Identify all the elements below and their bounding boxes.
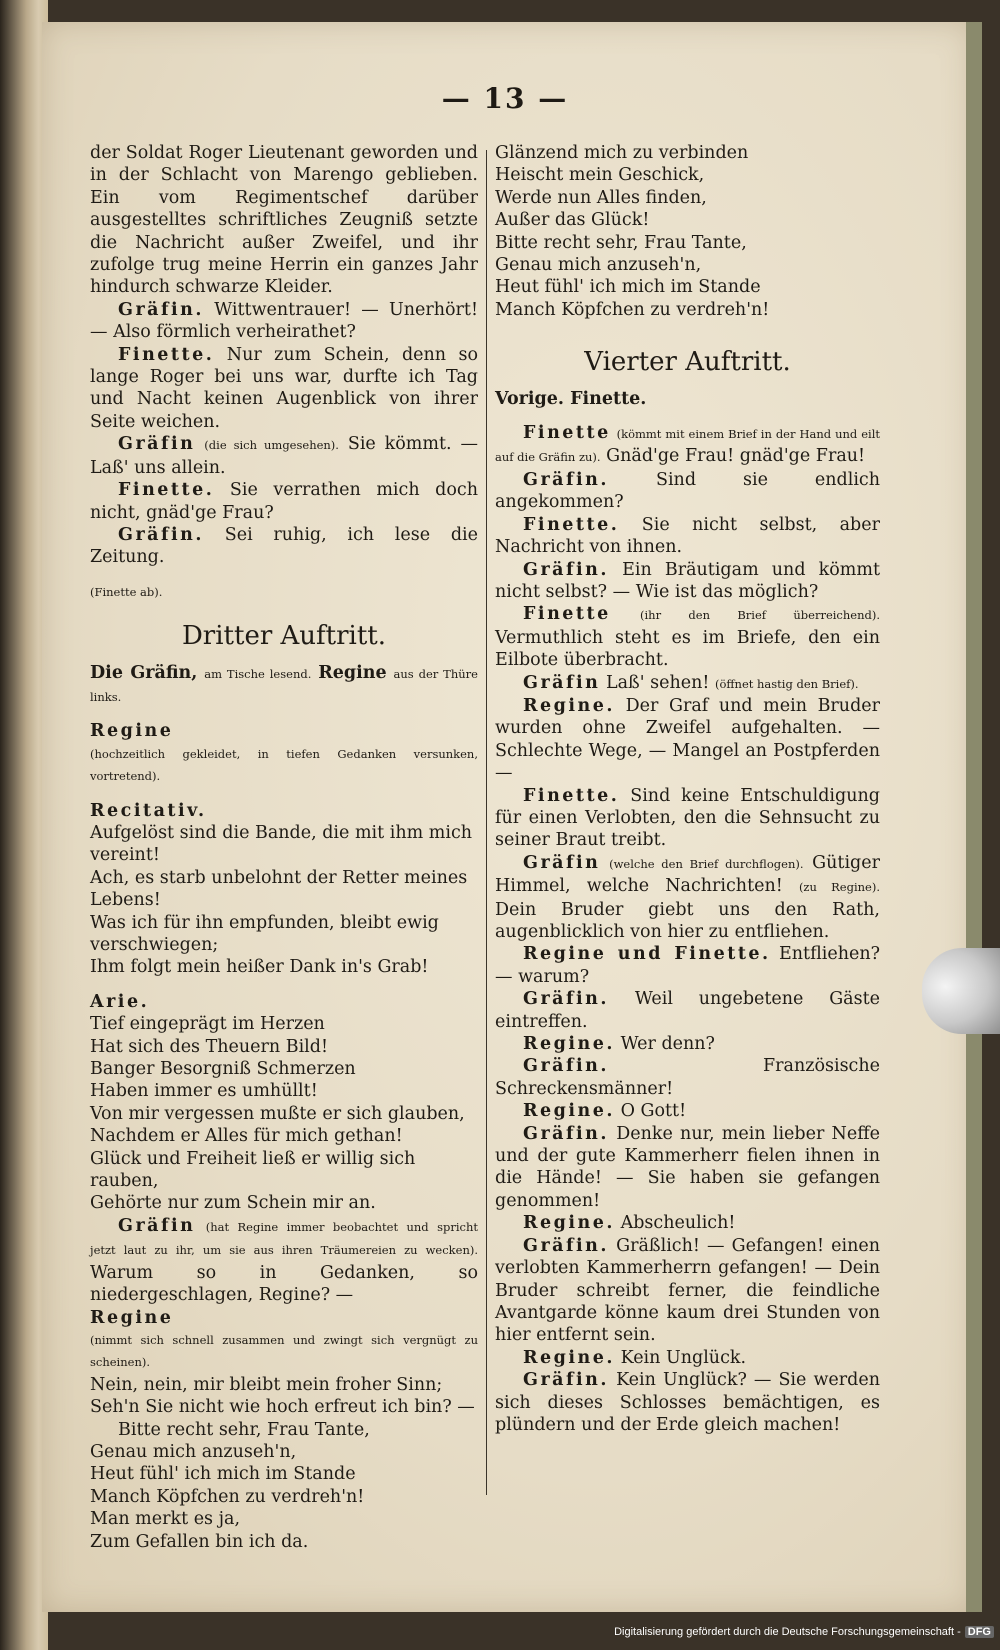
verse-line: Nachdem er Alles für mich gethan!	[90, 1126, 403, 1147]
speech: Gnäd'ge Frau! gnäd'ge Frau!	[606, 446, 866, 467]
dialogue-line	[495, 785, 880, 852]
verse-line: Von mir vergessen mußte er sich glauben,	[90, 1103, 465, 1124]
dialogue-line	[495, 1033, 880, 1055]
dialogue-line	[495, 559, 880, 604]
speaker: Gräfin.	[523, 1056, 609, 1077]
section-heading: Recitativ.	[90, 800, 207, 821]
speaker: Regine und Finette.	[523, 944, 771, 965]
digitization-footer	[600, 1626, 998, 1646]
speech: Sei ruhig, ich lese die Zeitung.	[90, 524, 478, 568]
speech: Der Graf und mein Bruder wurden ohne Zweifel aufgehalten. — Schlechte Wege, — Mangel an Postpferden —	[495, 695, 880, 784]
verse-line: Ihm folgt mein heißer Dank in's Grab!	[90, 957, 429, 978]
verse-line: Heut fühl' ich mich im Stande	[90, 1464, 356, 1485]
verse-line: Bitte recht sehr, Frau Tante,	[118, 1419, 370, 1440]
dialogue-line	[495, 1347, 880, 1369]
speaker: Gräfin.	[523, 1370, 609, 1391]
verse-line: Außer das Glück!	[495, 210, 650, 231]
spacer	[90, 569, 478, 581]
verse-line: Manch Köpfchen zu verdreh'n!	[90, 1486, 365, 1507]
dialogue-line	[495, 1212, 880, 1234]
scan-clip	[922, 948, 1000, 1034]
verse-line: Banger Besorgniß Schmerzen	[90, 1059, 356, 1080]
cast-name: Regine	[318, 662, 387, 683]
right-column	[495, 142, 880, 1436]
speaker: Regine.	[523, 695, 616, 716]
stage-direction: (hat Regine immer beobachtet und spricht jetzt laut zu ihr, um sie aus ihren Träumereien zu wecken).	[90, 1219, 478, 1258]
dialogue-line	[90, 1215, 478, 1307]
verse-line: verschwiegen;	[90, 935, 219, 955]
stage-direction: (kömmt mit einem Brief in der Hand und eilt auf die Gräfin zu).	[495, 427, 880, 465]
verse-line: Tief eingeprägt im Herzen	[90, 1014, 325, 1035]
speaker: Gräfin.	[118, 524, 204, 545]
dialogue-line	[495, 514, 880, 559]
speech: Denke nur, mein lieber Neffe und der gute Kammerherr fielen ihnen in die Hände! — Sie haben sie gefangen genommen!	[495, 1123, 880, 1211]
verse-line: Heut fühl' ich mich im Stande	[495, 277, 761, 298]
speech: Gütiger Himmel, welche Nachrichten!	[495, 852, 880, 897]
column-divider	[486, 150, 487, 1495]
speech: Französische Schreckensmänner!	[495, 1056, 880, 1099]
verse-line: Gehörte nur zum Schein mir an.	[90, 1193, 376, 1214]
speaker: Regine.	[523, 1213, 616, 1234]
dialogue-line	[495, 1055, 880, 1100]
cast-name: Die Gräfin,	[90, 662, 198, 683]
speaker: Finette.	[523, 514, 620, 535]
verse-line: Zum Gefallen bin ich da.	[90, 1531, 309, 1552]
speech: O Gott!	[620, 1101, 687, 1122]
speaker: Finette	[523, 423, 611, 444]
speaker: Finette.	[118, 344, 215, 365]
stage-direction: (öffnet hastig den Brief).	[714, 676, 859, 691]
speech: Dein Bruder giebt uns den Rath, augenblicklich von hier zu entfliehen.	[495, 899, 880, 942]
verse-line: Werde nun Alles finden,	[495, 187, 707, 208]
speaker: Gräfin.	[523, 989, 609, 1010]
dialogue-line	[495, 1100, 880, 1122]
spacer	[90, 788, 478, 800]
verse-line: Glänzend mich zu verbinden	[495, 143, 749, 163]
verse-line: Was ich für ihn empfunden, bleibt ewig	[90, 912, 439, 933]
speaker: Gräfin	[118, 1215, 196, 1236]
dialogue-line	[495, 1123, 880, 1213]
spacer	[90, 979, 478, 991]
left-column	[90, 142, 478, 1553]
speech: Abscheulich!	[620, 1213, 736, 1234]
verse-line: Ach, es starb unbelohnt der Retter meines	[90, 867, 468, 888]
speech: Wer denn?	[620, 1034, 715, 1055]
verse-line: Genau mich anzuseh'n,	[90, 1441, 297, 1462]
recitative-verse	[90, 822, 478, 979]
verse-line: Nein, nein, mir bleibt mein froher Sinn;	[90, 1374, 443, 1395]
speech: Warum so in Gedanken, so niedergeschlagen, Regine? —	[90, 1262, 478, 1306]
speaker: Gräfin.	[523, 1235, 609, 1256]
aria-verse	[90, 1013, 478, 1215]
dialogue-line	[495, 1235, 880, 1347]
dialogue-line	[90, 344, 478, 434]
dialogue-line	[90, 479, 478, 524]
verse-line: Man merkt es ja,	[90, 1509, 241, 1530]
footer-text: Digitalisierung gefördert durch die Deutsche Forschungsgemeinschaft -	[614, 1626, 961, 1638]
speech: Kein Unglück.	[620, 1347, 747, 1368]
verse-line: Seh'n Sie nicht wie hoch erfreut ich bin? —	[90, 1397, 475, 1418]
verse-line: Genau mich anzuseh'n,	[495, 255, 702, 276]
verse-line: Manch Köpfchen zu verdreh'n!	[495, 299, 770, 320]
dialogue-line	[90, 299, 478, 344]
verse-line: vereint!	[90, 845, 160, 866]
verse-line: Lebens!	[90, 890, 161, 911]
paragraph: der Soldat Roger Lieutenant geworden und in der Schlacht von Marengo geblieben. Ein vom Regimentschef darüber ausgestelltes schriftliches Zeugniß setzte die Nachricht außer Zweifel, und ihr zufolge trug meine Herrin ein ganzes Jahr hindurch schwarze Kleider.	[90, 143, 478, 298]
speech: Nur zum Schein, denn so lange Roger bei uns war, durfte ich Tag und Nacht keinen Augenblick von ihrer Seite weichen.	[90, 344, 478, 432]
scene-title: Dritter Auftritt.	[181, 621, 387, 652]
dialogue-line	[495, 695, 880, 785]
dialogue-line	[90, 433, 478, 479]
dialogue-line	[495, 603, 880, 671]
dialogue-line	[495, 469, 880, 514]
dialogue-line	[495, 943, 880, 988]
speaker: Gräfin.	[523, 1123, 609, 1144]
speaker: Finette.	[523, 785, 620, 806]
speech: Sind sie endlich angekommen?	[495, 469, 880, 513]
speech: Wittwentrauer! — Unerhört! — Also förmlich verheirathet?	[90, 299, 478, 343]
speaker: Regine.	[523, 1101, 616, 1122]
exit-direction: (Finette ab).	[90, 584, 163, 599]
speech: Vermuthlich steht es im Briefe, den ein Eilbote überbracht.	[495, 627, 880, 671]
aria-continuation	[495, 142, 880, 321]
verse-line: Hat sich des Theuern Bild!	[90, 1036, 329, 1057]
speaker: Finette.	[118, 480, 215, 501]
scene-cast	[90, 662, 478, 709]
dialogue-line	[495, 1369, 880, 1436]
speech: Entfliehen? — warum?	[495, 944, 880, 987]
speech: Sind keine Entschuldigung für einen Verlobten, den die Sehnsucht zu seiner Braut treibt.	[495, 785, 880, 851]
verse-line: Haben immer es umhüllt!	[90, 1081, 318, 1102]
stage-direction: (zu Regine).	[798, 880, 880, 895]
speech: Ein Bräutigam und kömmt nicht selbst? — Wie ist das möglich?	[495, 559, 880, 602]
speaker: Gräfin	[523, 672, 601, 693]
speech: Sie verrathen mich doch nicht, gnäd'ge Frau?	[90, 480, 478, 523]
speech: Kein Unglück? — Sie werden sich dieses Schlosses bemächtigen, es plündern und der Erde gleich machen!	[495, 1370, 880, 1435]
dialogue-line	[495, 852, 880, 944]
speech: Gräßlich! — Gefangen! einen verlobten Kammerherrn gefangen! — Dein Bruder schreibt ferner, die feindliche Avantgarde könne kaum drei Stunden von hier entfernt sein.	[495, 1235, 880, 1346]
dialogue-line	[495, 988, 880, 1033]
stage-direction: (ihr den Brief überreichend).	[640, 608, 880, 623]
page-edge	[966, 22, 982, 1612]
verse-line: Aufgelöst sind die Bande, die mit ihm mich	[90, 822, 473, 843]
spacer	[495, 410, 880, 422]
speech: Weil ungebetene Gäste eintreffen.	[495, 989, 880, 1032]
verse-line: Glück und Freiheit ließ er willig sich rauben,	[90, 1148, 416, 1192]
dialogue-line	[495, 422, 880, 469]
stage-direction: am Tische lesend.	[204, 666, 312, 681]
stage-direction: (hochzeitlich gekleidet, in tiefen Gedanken versunken, vortretend).	[90, 746, 478, 784]
stage-direction: (welche den Brief durchflogen).	[609, 856, 804, 871]
speaker: Regine.	[523, 1034, 616, 1055]
dialogue-line	[495, 672, 880, 695]
speech: Laß' sehen!	[605, 672, 710, 693]
dfg-logo: DFG	[965, 1626, 994, 1638]
scene-cast: Vorige. Finette.	[495, 388, 647, 409]
speaker: Gräfin	[523, 852, 601, 873]
speech: Sie kömmt. — Laß' uns allein.	[90, 434, 478, 478]
speaker: Regine.	[523, 1347, 616, 1368]
stage-direction: (nimmt sich schnell zusammen und zwingt sich vergnügt zu scheinen).	[90, 1332, 478, 1370]
speaker: Gräfin.	[523, 469, 609, 490]
book-spine	[0, 0, 48, 1650]
speaker: Gräfin	[118, 434, 196, 455]
section-heading: Arie.	[90, 991, 150, 1012]
closing-verse	[90, 1374, 478, 1553]
stage-direction: aus der Thüre links.	[90, 666, 478, 704]
speaker: Finette	[523, 604, 611, 625]
speaker-heading: Regine	[90, 721, 174, 742]
stage-direction: (die sich umgesehen).	[204, 438, 339, 453]
speaker-heading: Regine	[90, 1307, 174, 1328]
page-number: — 13 —	[441, 82, 569, 115]
speech: Sie nicht selbst, aber Nachricht von ihnen.	[495, 514, 880, 558]
speaker: Gräfin.	[118, 299, 204, 320]
verse-line: Bitte recht sehr, Frau Tante,	[495, 232, 747, 253]
verse-line: Heischt mein Geschick,	[495, 165, 705, 186]
speaker: Gräfin.	[523, 559, 609, 580]
dialogue-line	[90, 524, 478, 569]
spacer	[90, 708, 478, 720]
scene-title: Vierter Auftritt.	[584, 347, 791, 378]
